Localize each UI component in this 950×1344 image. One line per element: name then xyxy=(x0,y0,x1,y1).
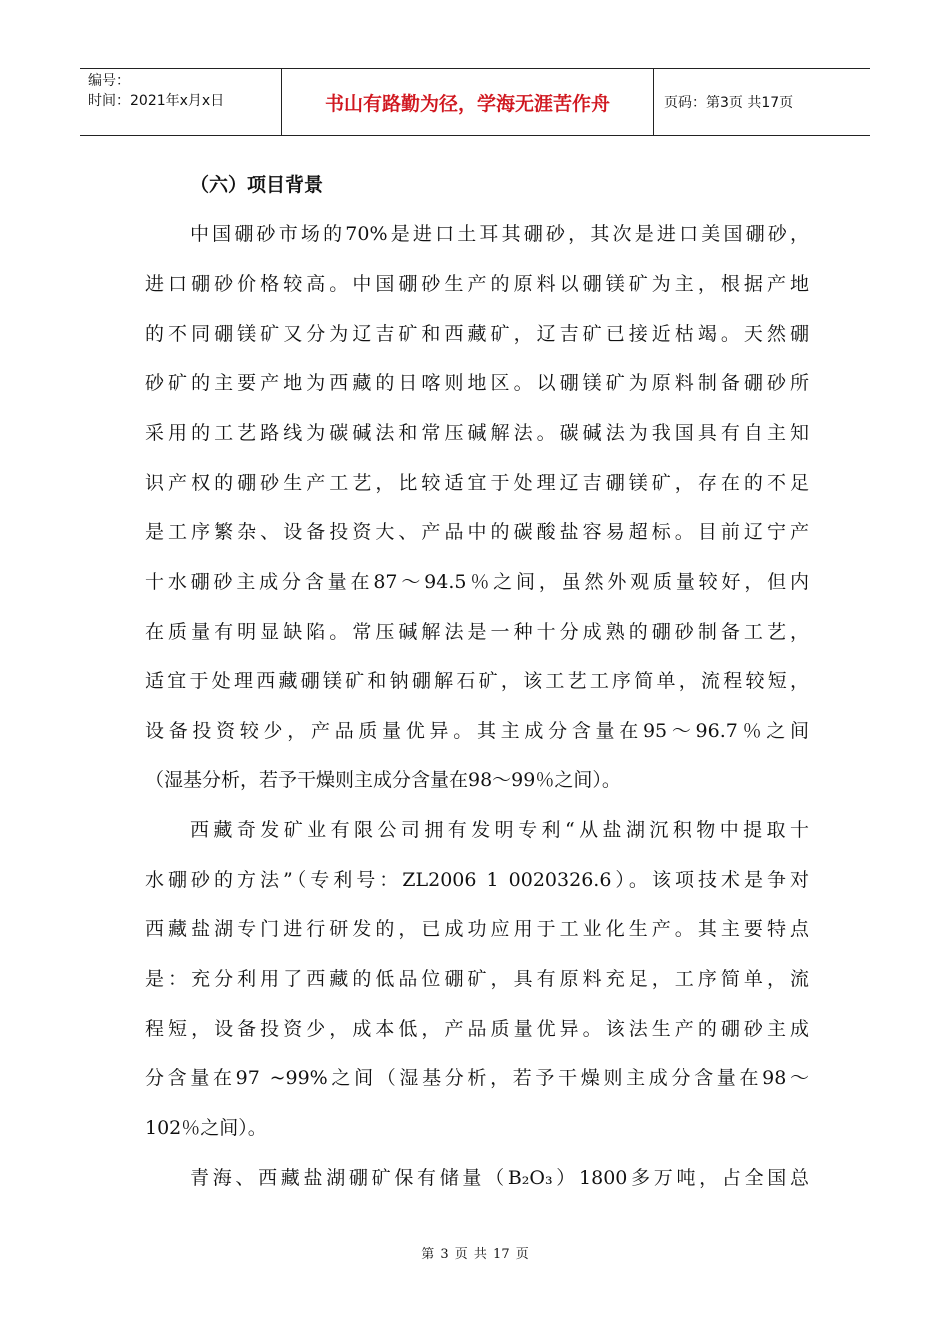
paragraph-line: 水硼砂的方法”（专利号：ZL2006 1 0020326.6）。该项技术是争对 xyxy=(145,869,809,891)
section-heading: （六）项目背景 xyxy=(190,174,324,196)
paragraph-line: 砂矿的主要产地为西藏的日喀则地区。以硼镁矿为原料制备硼砂所 xyxy=(145,372,809,394)
paragraph-line: 是：充分利用了西藏的低品位硼矿，具有原料充足，工序简单，流 xyxy=(145,968,809,990)
document-number-label: 编号： xyxy=(88,73,130,89)
paragraph-line: 识产权的硼砂生产工艺，比较适宜于处理辽吉硼镁矿，存在的不足 xyxy=(145,472,809,494)
paragraph-line: 西藏盐湖专门进行研发的，已成功应用于工业化生产。其主要特点 xyxy=(145,918,809,940)
header-motto: 书山有路勤为径，学海无涯苦作舟 xyxy=(282,69,654,135)
paragraph-line: 102％之间）。 xyxy=(145,1117,267,1139)
paragraph-line: 采用的工艺路线为碳碱法和常压碱解法。碳碱法为我国具有自主知 xyxy=(145,422,809,444)
header-page-info: 页码：第3页 共17页 xyxy=(664,95,794,111)
paragraph-line: 十水硼砂主成分含量在87～94.5％之间，虽然外观质量较好，但内 xyxy=(145,571,809,593)
paragraph-line: 在质量有明显缺陷。常压碱解法是一种十分成熟的硼砂制备工艺， xyxy=(145,621,809,643)
paragraph-line: 分含量在97 ~99%之间（湿基分析，若予干燥则主成分含量在98～ xyxy=(145,1067,809,1089)
paragraph-line: 进口硼砂价格较高。中国硼砂生产的原料以硼镁矿为主，根据产地 xyxy=(145,273,809,295)
page-footer: 第 3 页 共 17 页 xyxy=(421,1247,529,1262)
header-table xyxy=(80,68,870,136)
paragraph-line: 程短，设备投资少，成本低，产品质量优异。该法生产的硼砂主成 xyxy=(145,1018,809,1040)
paragraph-line: 设备投资较少，产品质量优异。其主成分含量在95～96.7％之间 xyxy=(145,720,809,742)
paragraph-line: 的不同硼镁矿又分为辽吉矿和西藏矿，辽吉矿已接近枯竭。天然硼 xyxy=(145,323,809,345)
paragraph-line: （湿基分析，若予干燥则主成分含量在98～99％之间）。 xyxy=(145,769,621,791)
paragraph-line: 适宜于处理西藏硼镁矿和钠硼解石矿，该工艺工序简单，流程较短， xyxy=(145,670,809,692)
paragraph-line: 青海、西藏盐湖硼矿保有储量（B₂O₃）1800多万吨，占全国总 xyxy=(190,1167,809,1189)
paragraph-line: 西藏奇发矿业有限公司拥有发明专利“从盐湖沉积物中提取十 xyxy=(190,819,809,841)
paragraph-line: 是工序繁杂、设备投资大、产品中的碳酸盐容易超标。目前辽宁产 xyxy=(145,521,809,543)
header-left-cell xyxy=(80,69,282,135)
document-time-label: 时间：2021年x月x日 xyxy=(88,93,225,109)
paragraph-line: 中国硼砂市场的70%是进口土耳其硼砂，其次是进口美国硼砂， xyxy=(190,223,809,245)
